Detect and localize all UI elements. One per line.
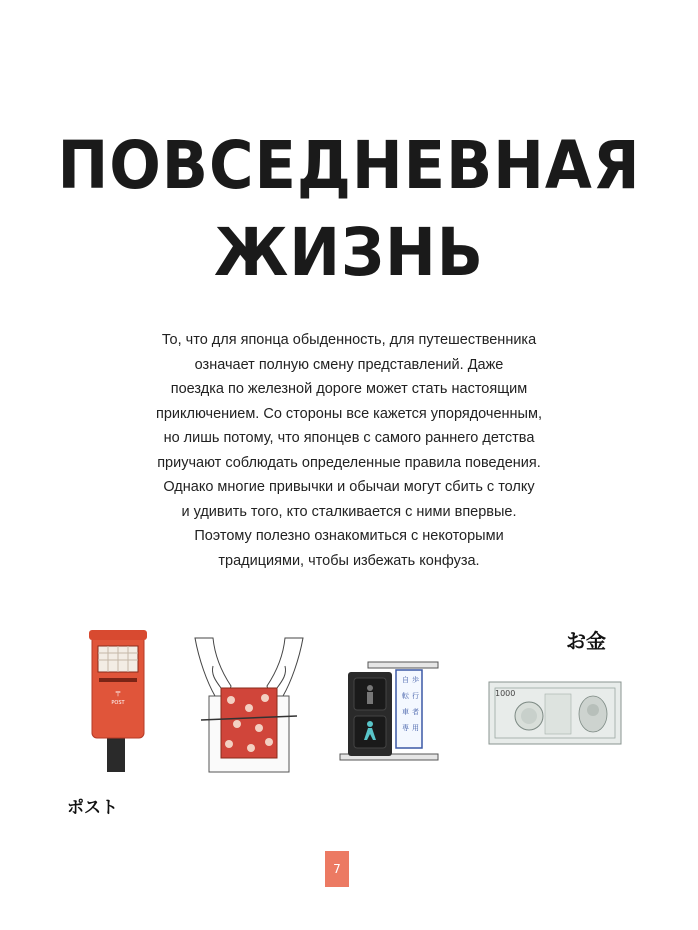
signal-sign-char: 転 bbox=[402, 692, 409, 700]
postbox-kana: 〒 bbox=[114, 690, 122, 698]
page-title-line1: ПОВСЕДНЕВНАЯ bbox=[57, 127, 641, 204]
signal-sign-char: 行 bbox=[412, 692, 419, 700]
intro-line: поездка по железной дороге может стать настоящим bbox=[170, 381, 528, 397]
postbox-caption: ポスト bbox=[67, 798, 118, 818]
intro-line: традициями, чтобы избежать конфуза. bbox=[218, 552, 480, 569]
intro-line: приключением. Со стороны все кажется упорядоченным, bbox=[156, 405, 542, 422]
signal-sign-char: 用 bbox=[412, 724, 419, 732]
intro-line: То, что для японца обыденность, для путешественника bbox=[161, 332, 537, 348]
signal-sign-char: 自 bbox=[402, 676, 409, 684]
page-number: 7 bbox=[325, 851, 349, 887]
intro-line: приучают соблюдать определенные правила поведения. bbox=[157, 454, 541, 471]
intro-line: но лишь потому, что японцев с самого раннего детства bbox=[163, 430, 535, 446]
intro-line: Поэтому полезно ознакомиться с некоторыми bbox=[194, 528, 504, 544]
money-caption: お金 bbox=[566, 629, 606, 653]
banknote-illustration bbox=[487, 680, 623, 746]
intro-line: означает полную смену представлений. Даже bbox=[194, 356, 504, 373]
signal-sign-char: 者 bbox=[412, 708, 419, 716]
signal-sign-char: 専 bbox=[402, 724, 409, 732]
intro-line: Однако многие привычки и обычаи могут сбить с толку bbox=[163, 479, 535, 495]
pedestrian-signal-illustration bbox=[338, 660, 442, 770]
page-title-line2: ЖИЗНЬ bbox=[214, 214, 484, 291]
banknote-value: 1000 bbox=[495, 689, 516, 698]
signal-sign-char: 車 bbox=[402, 708, 409, 716]
intro-line: и удивить того, кто сталкивается с ними впервые. bbox=[181, 503, 517, 520]
intro-paragraph bbox=[90, 328, 608, 573]
signal-sign-char: 歩 bbox=[412, 676, 419, 684]
furoshiki-illustration bbox=[193, 636, 305, 774]
postbox-label: POST bbox=[111, 700, 125, 706]
postbox-illustration bbox=[86, 628, 150, 774]
